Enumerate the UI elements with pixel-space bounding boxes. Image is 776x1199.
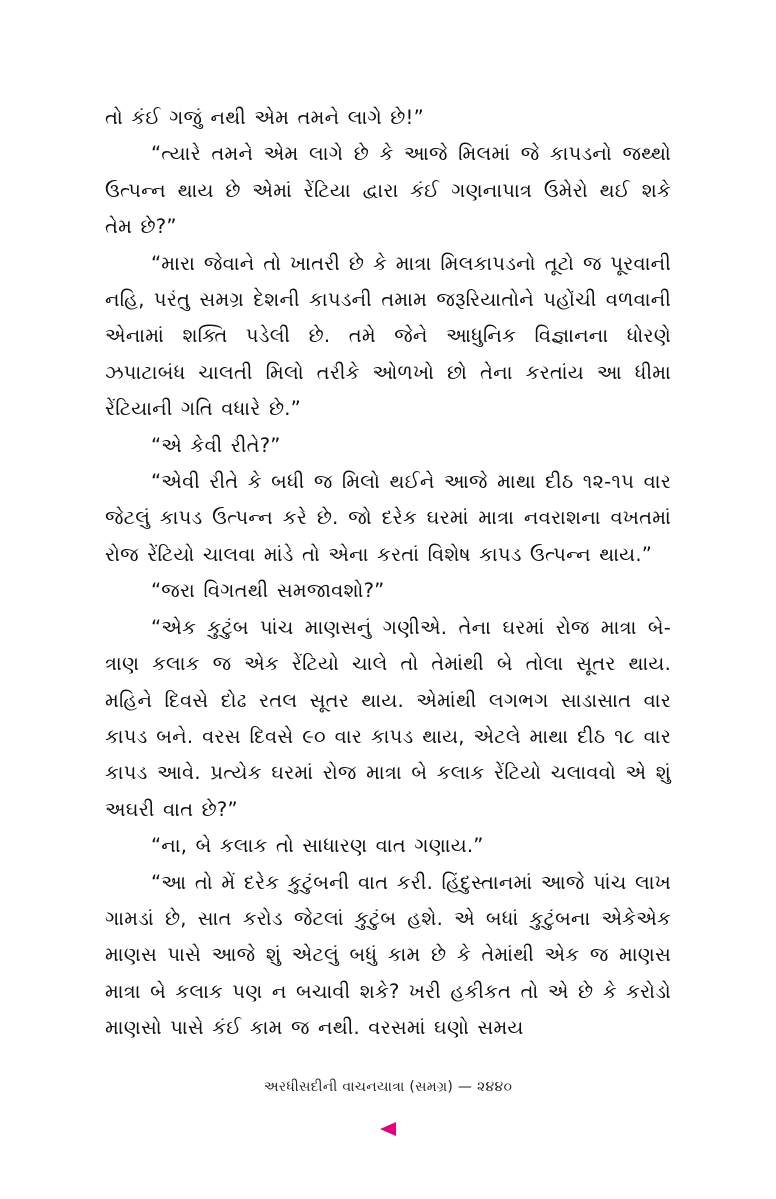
- paragraph: “એવી રીતે કે બધી જ મિલો થઈને આજે માથા દીઠ ૧૨-૧૫ વાર જેટલું કાપડ ઉત્પન્ન કરે છે. જો દરેક ઘરમાં માત્રા નવરાશના વખતમાં રોજ રેંટિયો ચાલવા માંડે તો એના કરતાં વિશેષ કાપડ ઉત્પન્ન થાય.”: [105, 470, 671, 566]
- paragraph: “એ કેવી રીતે?”: [151, 433, 281, 457]
- paragraph: “એક કુટુંબ પાંચ માણસનું ગણીએ. તેના ઘરમાં રોજ માત્રા બે-ત્રાણ કલાક જ એક રેંટિયો ચાલે તો તેમાંથી બે તોલા સૂતર થાય. મહિને દિવસે દોઢ રતલ સૂતર થાય. એમાંથી લગભગ સાડાસાત વાર કાપડ બને. વરસ દિવસે ૯૦ વાર કાપડ થાય, એટલે માથા દીઠ ૧૮ વાર કાપડ આવે. પ્રત્યેક ઘરમાં રોજ માત્રા બે કલાક રેંટિયો ચલાવવો એ શું અઘરી વાત છે?”: [105, 615, 671, 821]
- body-text: [105, 100, 671, 1047]
- paragraph: “આ તો મેં દરેક કુટુંબની વાત કરી. હિંદુસ્તાનમાં આજે પાંચ લાખ ગામડાં છે, સાત કરોડ જેટલાં કુટુંબ હશે. એ બધાં કુટુંબના એકેએક માણસ પાસે આજે શું એટલું બધું કામ છે કે તેમાંથી એક જ માણસ માત્રા બે કલાક પણ ન બચાવી શકે? ખરી હકીકત તો એ છે કે કરોડો માણસો પાસે કંઈ કામ જ નથી. વરસમાં ઘણો સમય: [105, 870, 671, 1040]
- triangle-left-icon: [378, 1121, 398, 1137]
- paragraph-continuation: તો કંઈ ગજું નથી એમ તમને લાગે છે!”: [105, 106, 424, 129]
- paragraph: “જરા વિગતથી સમજાવશો?”: [151, 579, 385, 603]
- paragraph: “મારા જેવાને તો ખાતરી છે કે માત્રા મિલકાપડનો તૂટો જ પૂરવાની નહિ, પરંતુ સમગ્ર દેશની કાપડની તમામ જરૂરિયાતોને પહોંચી વળવાની એનામાં શક્તિ પડેલી છે. તમે જેને આધુનિક વિજ્ઞાનના ધોરણે ઝપાટાબંધ ચાલતી મિલો તરીકે ઓળખો છો તેના કરતાંય આ ધીમા રેંટિયાની ગતિ વધારે છે.”: [105, 251, 671, 421]
- previous-page-button[interactable]: [378, 1121, 398, 1137]
- paragraph: “ના, બે કલાક તો સાધારણ વાત ગણાય.”: [151, 834, 484, 858]
- page-footer: અરધીસદીની વાચનયાત્રા (સમગ્ર) — ૨૪૪૦: [263, 1079, 513, 1095]
- paragraph: “ત્યારે તમને એમ લાગે છે કે આજે મિલમાં જે કાપડનો જથ્થો ઉત્પન્ન થાય છે એમાં રેંટિયા દ્વારા કંઈ ગણનાપાત્ર ઉમેરો થઈ શકે તેમ છે?”: [105, 142, 671, 239]
